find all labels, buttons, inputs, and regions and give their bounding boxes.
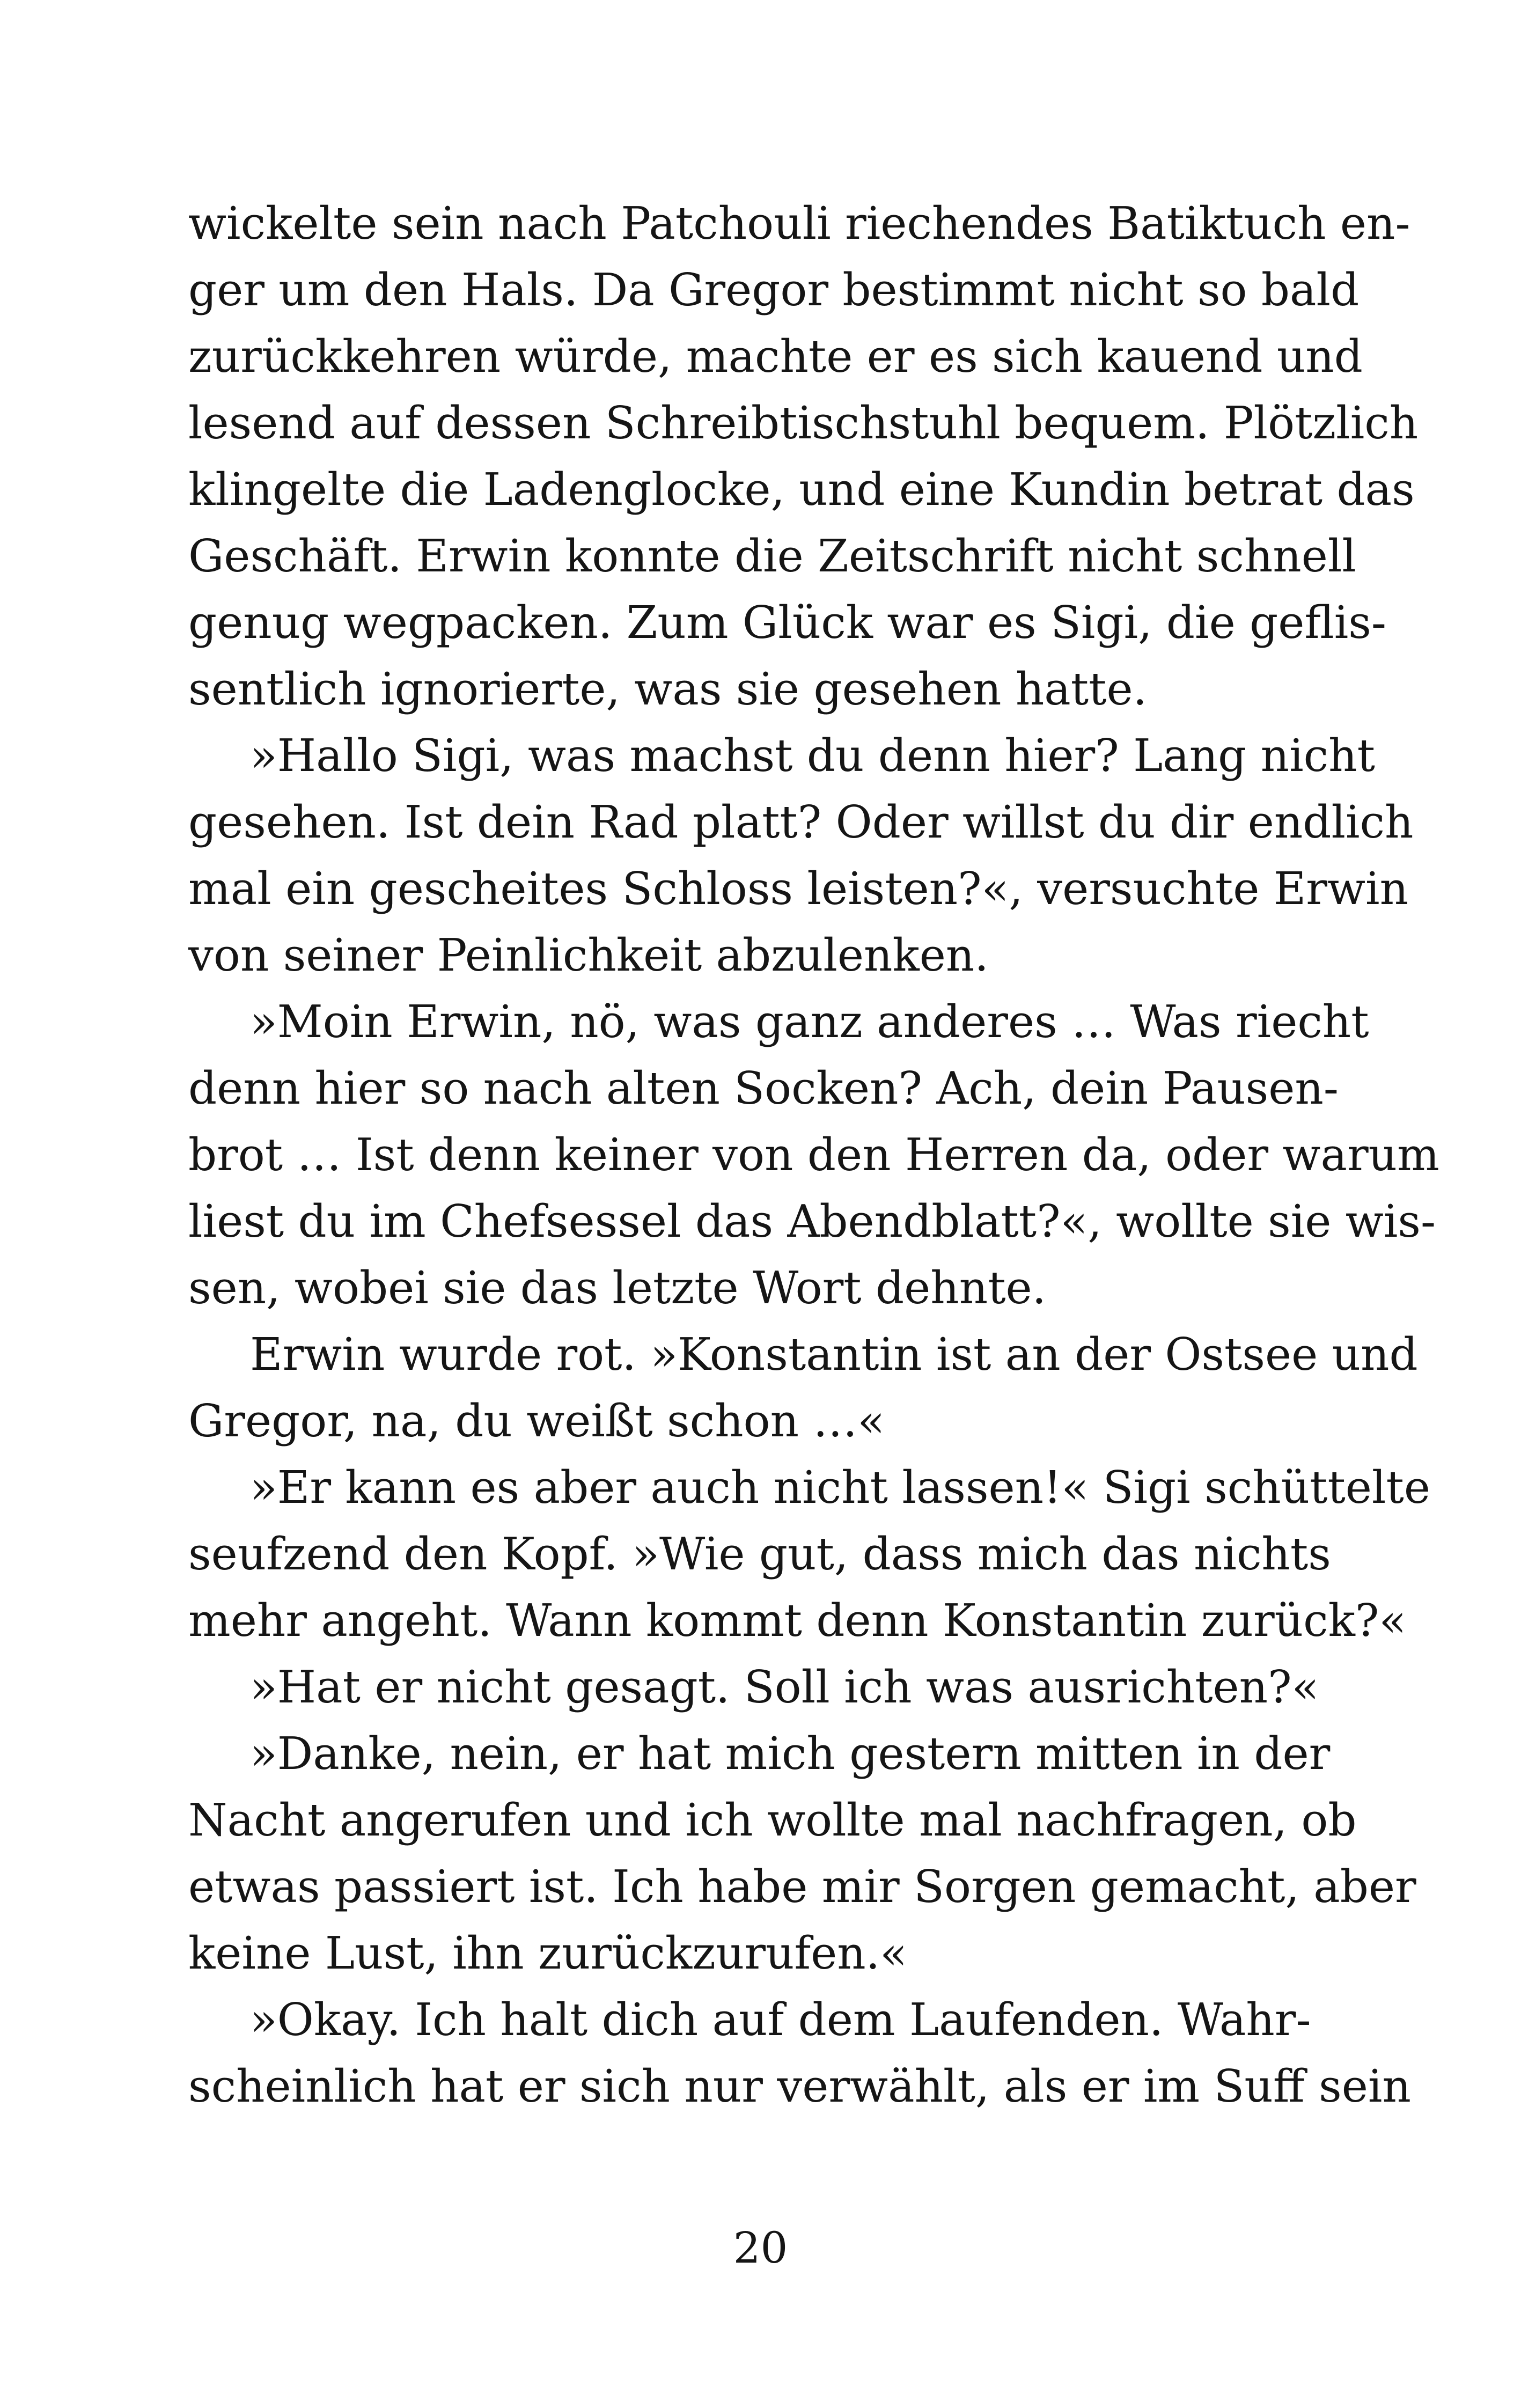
paragraph bbox=[188, 1654, 1319, 1721]
text-line: Nacht angerufen und ich wollte mal nachfragen, ob bbox=[188, 1794, 1357, 1846]
text-line: Erwin wurde rot. »Konstantin ist an der Ostsee und bbox=[250, 1328, 1418, 1381]
text-line: »Okay. Ich halt dich auf dem Laufenden. Wahr- bbox=[250, 1994, 1311, 2046]
text-line: klingelte die Ladenglocke, und eine Kundin betrat das bbox=[188, 464, 1415, 516]
paragraph bbox=[188, 1721, 1416, 1987]
text-line: seufzend den Kopf. »Wie gut, dass mich das nichts bbox=[188, 1528, 1331, 1580]
text-line: scheinlich hat er sich nur verwählt, als er im Suff sein bbox=[188, 2060, 1411, 2112]
text-line: sentlich ignorierte, was sie gesehen hatte. bbox=[188, 663, 1147, 715]
text-line: Geschäft. Erwin konnte die Zeitschrift nicht schnell bbox=[188, 530, 1356, 582]
text-line: sen, wobei sie das letzte Wort dehnte. bbox=[188, 1262, 1047, 1314]
paragraph bbox=[188, 190, 1419, 723]
page-number: 20 bbox=[733, 2223, 788, 2273]
text-line: mehr angeht. Wann kommt denn Konstantin zurück?« bbox=[188, 1595, 1407, 1647]
text-line: etwas passiert ist. Ich habe mir Sorgen gemacht, aber bbox=[188, 1861, 1416, 1913]
text-line: lesend auf dessen Schreibtischstuhl bequem. Plötzlich bbox=[188, 397, 1419, 449]
text-line: zurückkehren würde, machte er es sich kauend und bbox=[188, 331, 1363, 383]
text-line: »Danke, nein, er hat mich gestern mitten in der bbox=[250, 1728, 1331, 1780]
text-line: mal ein gescheites Schloss leisten?«, versuchte Erwin bbox=[188, 863, 1409, 915]
text-line: »Moin Erwin, nö, was ganz anderes … Was riecht bbox=[250, 996, 1369, 1048]
text-line: »Er kann es aber auch nicht lassen!« Sigi schüttelte bbox=[250, 1462, 1430, 1514]
paragraph bbox=[188, 1455, 1430, 1654]
text-line: wickelte sein nach Patchouli riechendes Batiktuch en- bbox=[188, 197, 1410, 249]
text-line: liest du im Chefsessel das Abendblatt?«, wollte sie wis- bbox=[188, 1195, 1436, 1247]
paragraph bbox=[188, 1322, 1418, 1455]
text-line: »Hat er nicht gesagt. Soll ich was ausrichten?« bbox=[250, 1661, 1319, 1713]
text-line: brot … Ist denn keiner von den Herren da, oder warum bbox=[188, 1129, 1439, 1181]
paragraph bbox=[188, 989, 1439, 1322]
text-line: von seiner Peinlichkeit abzulenken. bbox=[188, 929, 989, 981]
text-line: denn hier so nach alten Socken? Ach, dein Pausen- bbox=[188, 1062, 1339, 1114]
text-line: keine Lust, ihn zurückzurufen.« bbox=[188, 1927, 907, 1979]
text-line: genug wegpacken. Zum Glück war es Sigi, die geflis- bbox=[188, 597, 1386, 649]
text-line: ger um den Hals. Da Gregor bestimmt nicht so bald bbox=[188, 264, 1360, 316]
text-line: Gregor, na, du weißt schon …« bbox=[188, 1395, 885, 1447]
text-line: gesehen. Ist dein Rad platt? Oder willst du dir endlich bbox=[188, 796, 1414, 848]
paragraph bbox=[188, 723, 1414, 989]
text-line: »Hallo Sigi, was machst du denn hier? Lang nicht bbox=[250, 730, 1375, 782]
body-text bbox=[188, 190, 1439, 2120]
paragraph bbox=[188, 1987, 1411, 2120]
